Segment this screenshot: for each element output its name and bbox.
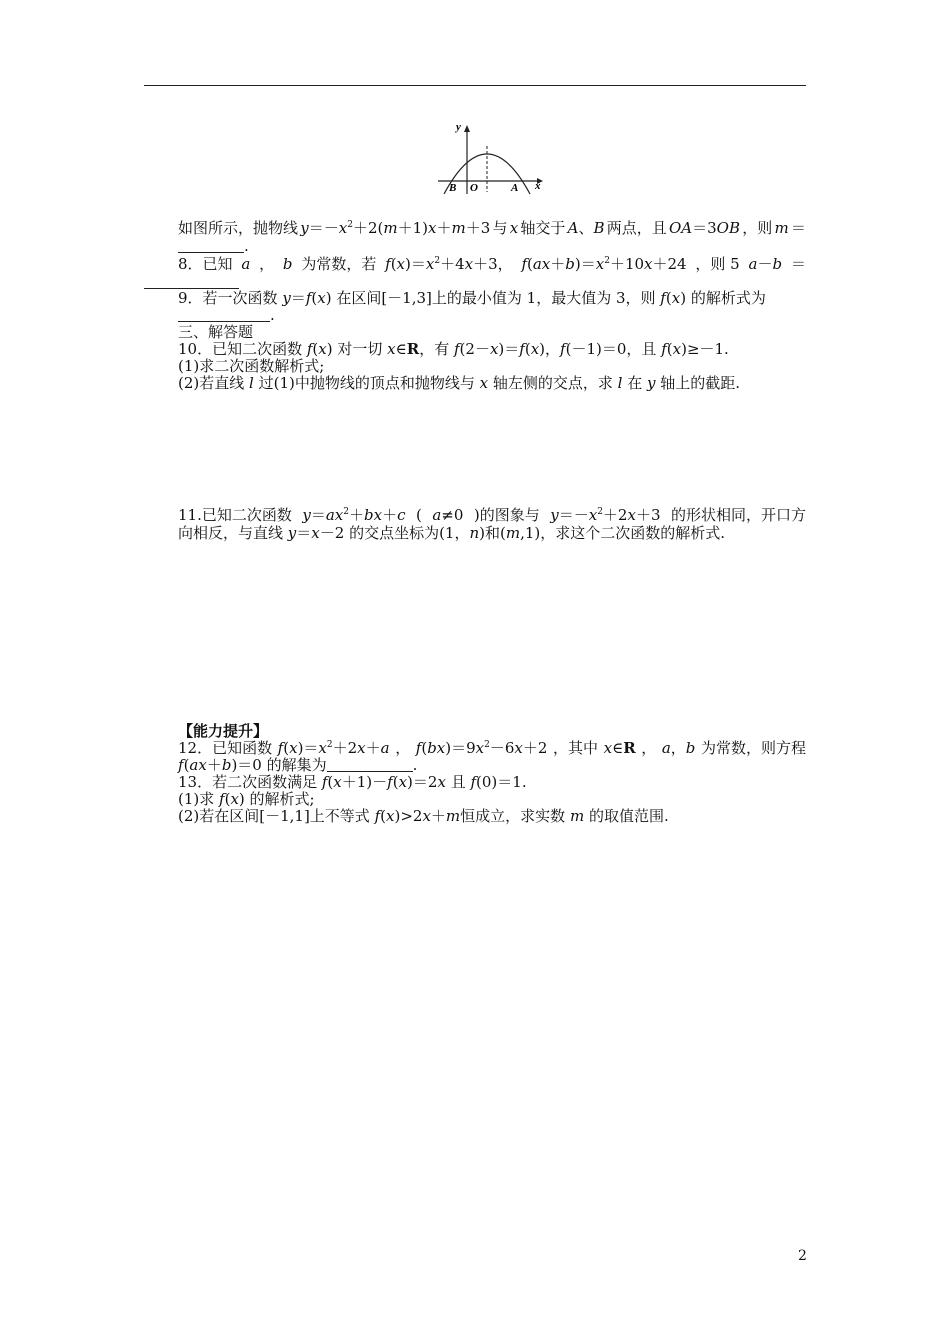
ability-section-title: 【能力提升】: [178, 722, 269, 740]
parabola-figure: [436, 120, 546, 198]
answer-blank: [178, 240, 244, 253]
answer-blank: [178, 309, 270, 322]
q10-line1: 10．已知二次函数 f(x) 对一切 x∈R，有 f(2－x)＝f(x)，f(－1)＝0，且 f(x)≥－1.: [178, 340, 729, 358]
q13-line1: 13．若二次函数满足 f(x＋1)－f(x)＝2x 且 f(0)＝1.: [178, 773, 527, 791]
q9-line1: 9．若一次函数 y＝f(x) 在区间[－1,3]上的最小值为 1，最大值为 3，则 f(x) 的解析式为: [178, 289, 766, 307]
point-b-label: B: [449, 182, 457, 194]
origin-label: O: [470, 182, 478, 194]
q7-line1: 如图所示，抛物线 $y=-x^2+2(m+1)x+m+3$ 与 x 轴交于 A、B 两点，且 OA＝3OB ，则 m ＝: [178, 219, 806, 237]
point-a-label: A: [511, 182, 519, 194]
page-number: 2: [798, 1248, 807, 1264]
section-title: 三、解答题: [178, 323, 254, 341]
y-axis-label: y: [456, 121, 461, 133]
answer-blank: [144, 276, 239, 289]
q7-line2: .: [178, 237, 249, 255]
q10-line2: (1)求二次函数解析式;: [178, 357, 325, 375]
answer-blank: [327, 759, 413, 772]
q9-line2: .: [178, 306, 275, 324]
header-rule: [144, 85, 806, 86]
q11-line1: 11.已知二次函数 $y=ax^2+bx+c$ ( a≠0 )的图象与 $y=-x^2+2x+3$ 的形状相同，开口方: [178, 506, 806, 524]
q13-line2: (1)求 f(x) 的解析式;: [178, 790, 315, 808]
x-axis-label: x: [535, 180, 541, 192]
q8-line1: 8．已知 a ， b 为常数，若 $f(x)=x^2+4x+3$， $f(ax+b)=x^2+10x+24$ ，则 5 a－b ＝: [178, 255, 806, 273]
q13-line3: (2)若在区间[－1,1]上不等式 f(x)>2x＋m恒成立，求实数 m 的取值范围.: [178, 807, 669, 825]
q12-line2: f(ax＋b)＝0 的解集为 .: [178, 756, 418, 774]
q11-line2: 向相反，与直线 y＝x－2 的交点坐标为(1，n)和(m,1)，求这个二次函数的解析式.: [178, 524, 726, 542]
q10-line3: (2)若直线 l 过(1)中抛物线的顶点和抛物线与 x 轴左侧的交点，求 l 在 y 轴上的截距.: [178, 374, 741, 392]
q12-line1: 12．已知函数 $f(x)=x^2+2x+a$ ， $f(bx)=9x^2-6x+2$ ，其中 x∈R ， a，b 为常数，则方程: [178, 739, 806, 757]
